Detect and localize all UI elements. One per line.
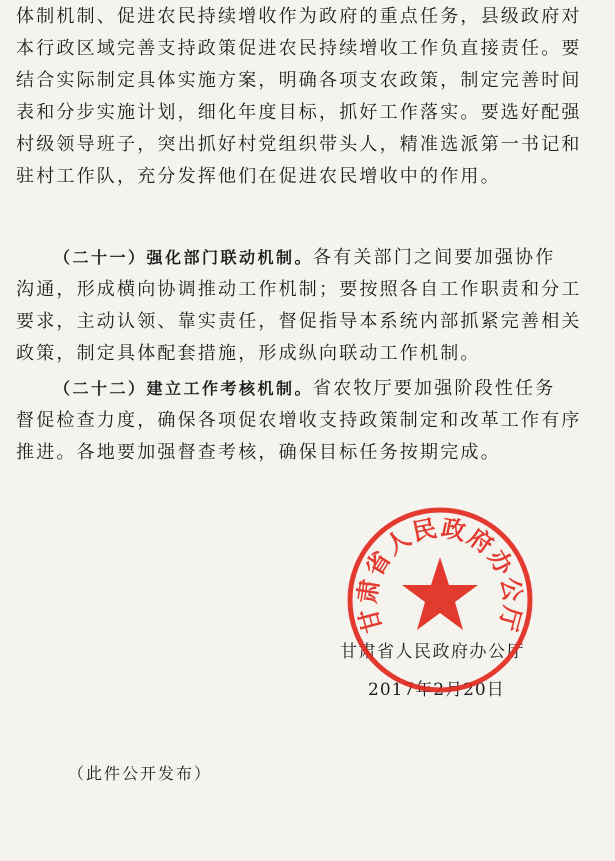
text-line: 表和分步实施计划，细化年度目标，抓好工作落实。要选好配强	[16, 102, 582, 123]
publication-note: （此件公开发布）	[68, 764, 213, 783]
text-line	[16, 242, 604, 274]
text-line: 督促检查力度，确保各项促农增收支持政策制定和改革工作有序	[16, 410, 582, 431]
text-line: 体制机制、促进农民持续增收作为政府的重点任务，县级政府对	[16, 6, 582, 27]
seal-text-path: 甘肃省人民政府办公厅	[353, 513, 527, 636]
issuer-signature: 甘肃省人民政府办公厅	[340, 642, 525, 662]
paragraph-assessment	[16, 373, 604, 469]
text-line: 政策，制定具体配套措施，形成纵向联动工作机制。	[16, 343, 481, 364]
text-line: 沟通，形成横向协调推动工作机制；要按照各自工作职责和分工	[16, 279, 582, 300]
text-line: 要求，主动认领、靠实责任，督促指导本系统内部抓紧完善相关	[16, 311, 582, 332]
text-span: 省农牧厅要加强阶段性任务	[313, 378, 556, 399]
text-line: 结合实际制定具体实施方案，明确各项支农政策，制定完善时间	[16, 70, 582, 91]
paragraph-department-linkage	[16, 242, 604, 370]
text-line: 村级领导班子，突出抓好村党组织带头人，精准选派第一书记和	[16, 134, 582, 155]
text-span: 各有关部门之间要加强协作	[313, 247, 556, 268]
section-heading-22: （二十二）建立工作考核机制。	[54, 379, 314, 398]
text-line: 驻村工作队，充分发挥他们在促进农民增收中的作用。	[16, 166, 501, 187]
text-line: 本行政区域完善支持政策促进农民持续增收工作负直接责任。要	[16, 38, 582, 59]
issue-date: 2017年2月20日	[368, 680, 505, 700]
text-line: 推进。各地要加强督查考核，确保目标任务按期完成。	[16, 442, 501, 463]
official-seal-icon	[345, 505, 535, 695]
paragraph-responsibility	[16, 1, 604, 193]
seal-star-icon	[402, 557, 478, 630]
section-heading-21: （二十一）强化部门联动机制。	[54, 248, 314, 267]
text-line	[16, 373, 604, 405]
